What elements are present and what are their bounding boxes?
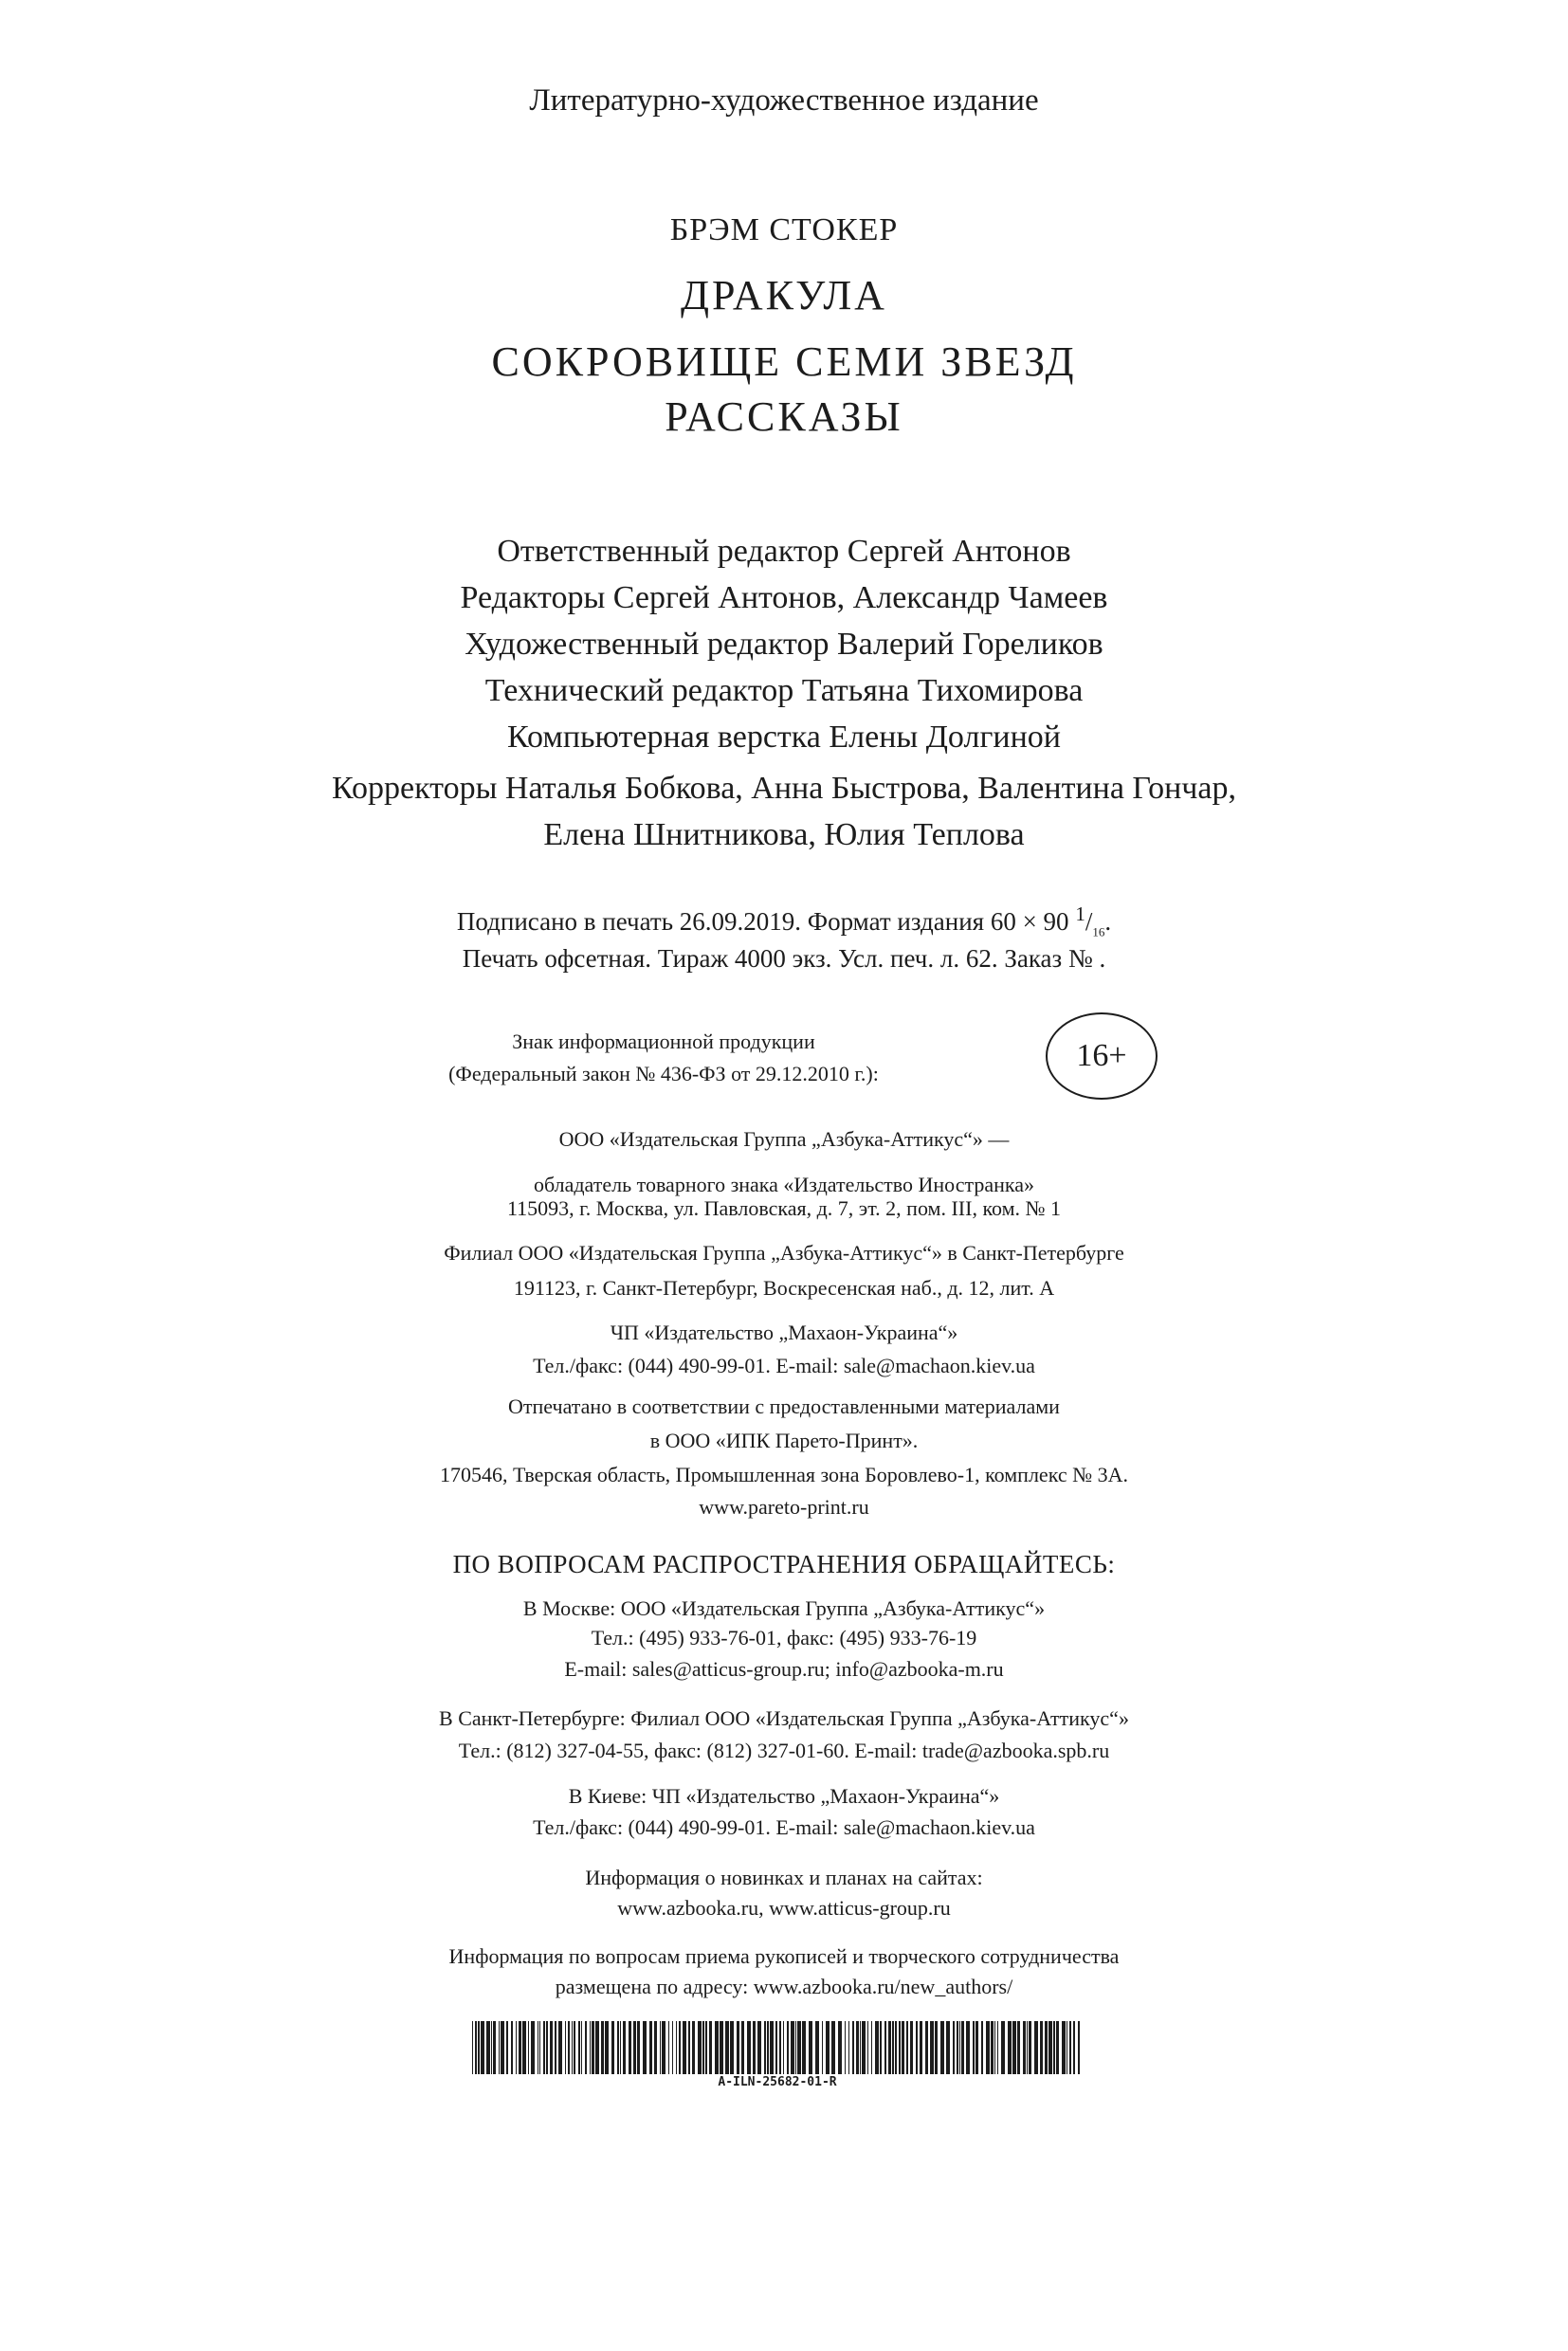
age-sign-label: Знак информационной продукции — [512, 1030, 815, 1053]
barcode-bar — [511, 2021, 513, 2074]
barcode-bar — [633, 2021, 636, 2074]
print-info-text: Подписано в печать 26.09.2019. Формат издания 60 × 90 — [456, 907, 1076, 936]
barcode-bar — [1001, 2021, 1005, 2074]
barcode-bar — [472, 2021, 473, 2074]
barcode-bar — [555, 2021, 556, 2074]
barcode-bar — [702, 2021, 704, 2074]
barcode-bar — [705, 2021, 707, 2074]
barcode-bar — [757, 2021, 761, 2074]
barcode-bar — [764, 2021, 766, 2074]
edition-type: Литературно-художественное издание — [529, 83, 1039, 118]
barcode-bar — [481, 2021, 484, 2074]
barcode-bar — [902, 2021, 904, 2074]
barcode-bar — [779, 2021, 781, 2074]
barcode-bar — [491, 2021, 492, 2074]
distribution-line: Тел.: (495) 933-76-01, факс: (495) 933-76-19 — [591, 1626, 977, 1649]
barcode-bar — [961, 2021, 964, 2074]
age-sign-law: (Федеральный закон № 436-ФЗ от 29.12.2010 г.): — [448, 1062, 879, 1085]
barcode-bar — [688, 2021, 690, 2074]
barcode-bar — [910, 2021, 913, 2074]
barcode-bar — [629, 2021, 631, 2074]
barcode-bar — [991, 2021, 994, 2074]
credit-line: Художественный редактор Валерий Гореликов — [465, 627, 1103, 662]
barcode-bar — [826, 2021, 830, 2074]
publisher-line: обладатель товарного знака «Издательство Иностранка» — [533, 1173, 1035, 1196]
barcode-bar — [590, 2021, 591, 2074]
barcode-bar — [791, 2021, 794, 2074]
barcode-bar — [856, 2021, 859, 2074]
barcode-bar — [558, 2021, 562, 2074]
barcode-bar — [698, 2021, 702, 2074]
distribution-line: В Санкт-Петербурге: Филиал ООО «Издательская Группа „Азбука-Аттикус“» — [439, 1706, 1129, 1730]
format-fraction-den: 16 — [1092, 924, 1105, 939]
publisher-line: ООО «Издательская Группа „Азбука-Аттикус“» — — [558, 1127, 1010, 1151]
barcode-bar — [543, 2021, 545, 2074]
barcode-bar — [966, 2021, 970, 2074]
barcode-bar — [1045, 2021, 1048, 2074]
barcode-bar — [501, 2021, 504, 2074]
barcode-bar — [959, 2021, 960, 2074]
barcode-bar — [1027, 2021, 1028, 2074]
barcode-bar — [715, 2021, 719, 2074]
barcode-bar — [493, 2021, 496, 2074]
barcode-bar — [737, 2021, 739, 2074]
barcode-bar — [1062, 2021, 1066, 2074]
barcode-bar — [997, 2021, 998, 2074]
barcode-bar — [973, 2021, 975, 2074]
format-fraction-num: 1 — [1075, 902, 1085, 925]
barcode-bar — [676, 2021, 677, 2074]
barcode-image — [472, 2021, 1083, 2074]
barcode-bar — [592, 2021, 594, 2074]
barcode-bar — [845, 2021, 846, 2074]
barcode-bar — [981, 2021, 983, 2074]
printer-line: в ООО «ИПК Парето-Принт». — [649, 1429, 919, 1452]
barcode-bar — [623, 2021, 626, 2074]
barcode-bar — [957, 2021, 958, 2074]
barcode-bar — [860, 2021, 861, 2074]
barcode-bar — [953, 2021, 955, 2074]
distribution-line: размещена по адресу: www.azbooka.ru/new_authors/ — [555, 1975, 1013, 1998]
barcode-bar — [916, 2021, 918, 2074]
print-info-line-2: Печать офсетная. Тираж 4000 экз. Усл. печ. л. 62. Заказ № . — [462, 944, 1106, 973]
barcode-bar — [1008, 2021, 1012, 2074]
barcode-bar — [940, 2021, 944, 2074]
barcode-bar — [683, 2021, 686, 2074]
barcode-bar — [550, 2021, 553, 2074]
distribution-line: Тел.: (812) 327-04-55, факс: (812) 327-01-60. E-mail: trade@azbooka.spb.ru — [458, 1739, 1110, 1762]
barcode-bar — [815, 2021, 819, 2074]
publisher-line: Филиал ООО «Издательская Группа „Азбука-Аттикус“» в Санкт-Петербурге — [444, 1241, 1124, 1265]
credit-line: Елена Шнитникова, Юлия Теплова — [543, 817, 1025, 852]
barcode-bar — [994, 2021, 995, 2074]
format-fraction-sep: / — [1085, 907, 1093, 936]
barcode-bar — [662, 2021, 665, 2074]
barcode-bar — [753, 2021, 756, 2074]
barcode-bar — [601, 2021, 604, 2074]
barcode-bar — [1078, 2021, 1080, 2074]
barcode-bar — [1069, 2021, 1071, 2074]
barcode-bar — [730, 2021, 734, 2074]
barcode-bar — [787, 2021, 789, 2074]
publisher-line: 115093, г. Москва, ул. Павловская, д. 7, эт. 2, пом. III, ком. № 1 — [506, 1196, 1062, 1220]
distribution-line: В Киеве: ЧП «Издательство „Махаон-Украина“» — [568, 1784, 1000, 1808]
barcode-bar — [884, 2021, 886, 2074]
barcode-bar — [568, 2021, 570, 2074]
barcode-bar — [975, 2021, 978, 2074]
barcode-bar — [585, 2021, 587, 2074]
print-info-line-1 — [0, 902, 1568, 939]
author-name: БРЭМ СТОКЕР — [669, 212, 899, 247]
barcode-bar — [986, 2021, 990, 2074]
age-rating-badge: 16+ — [1046, 1012, 1158, 1100]
barcode-bar — [672, 2021, 673, 2074]
printer-website: www.pareto-print.ru — [699, 1495, 869, 1519]
barcode-bar — [611, 2021, 614, 2074]
print-info-end: . — [1104, 907, 1112, 936]
barcode-bar — [692, 2021, 695, 2074]
barcode-bar — [679, 2021, 681, 2074]
barcode-bar — [838, 2021, 842, 2074]
barcode-bar — [1048, 2021, 1052, 2074]
barcode-bar — [637, 2021, 640, 2074]
barcode-bar — [1017, 2021, 1020, 2074]
distribution-line: E-mail: sales@atticus-group.ru; info@azbooka-m.ru — [564, 1657, 1004, 1681]
barcode-bar — [516, 2021, 517, 2074]
barcode-bar — [867, 2021, 868, 2074]
barcode-bar — [720, 2021, 723, 2074]
credit-line: Редакторы Сергей Антонов, Александр Чамеев — [460, 580, 1108, 615]
barcode-bar — [539, 2021, 540, 2074]
barcode-bar — [660, 2021, 661, 2074]
barcode-bar — [871, 2021, 872, 2074]
barcode-bar — [906, 2021, 908, 2074]
barcode-bar — [595, 2021, 599, 2074]
barcode-bar — [888, 2021, 891, 2074]
barcode-bar — [1073, 2021, 1075, 2074]
barcode-bar — [528, 2021, 529, 2074]
publisher-line: ЧП «Издательство „Махаон-Украина“» — [610, 1321, 958, 1344]
barcode-bar — [668, 2021, 669, 2074]
barcode-bar — [531, 2021, 535, 2074]
distribution-line: Тел./факс: (044) 490-99-01. E-mail: sale@machaon.kiev.ua — [533, 1815, 1035, 1839]
credit-line: Технический редактор Татьяна Тихомирова — [484, 673, 1084, 708]
distribution-line: www.azbooka.ru, www.atticus-group.ru — [617, 1896, 951, 1920]
barcode-bar — [920, 2021, 922, 2074]
barcode-bar — [654, 2021, 657, 2074]
barcode-bar — [522, 2021, 526, 2074]
barcode-bar — [1029, 2021, 1031, 2074]
barcode-bar — [892, 2021, 894, 2074]
barcode-bar — [605, 2021, 609, 2074]
barcode-bar — [643, 2021, 647, 2074]
barcode-bar — [546, 2021, 548, 2074]
barcode-bar — [875, 2021, 879, 2074]
barcode-bar — [895, 2021, 897, 2074]
barcode-bar — [1040, 2021, 1043, 2074]
printer-line: 170546, Тверская область, Промышленная зона Боровлево-1, комплекс № 3А. — [440, 1463, 1128, 1486]
distribution-line: В Москве: ООО «Издательская Группа „Азбука-Аттикус“» — [522, 1596, 1046, 1620]
barcode-bar — [1012, 2021, 1016, 2074]
barcode-bar — [741, 2021, 744, 2074]
barcode-bar — [946, 2021, 950, 2074]
distribution-line: Информация о новинках и планах на сайтах: — [585, 1866, 983, 1889]
barcode-bar — [852, 2021, 854, 2074]
barcode-bar — [797, 2021, 801, 2074]
barcode-code: A-ILN-25682-01-R — [718, 2075, 837, 2089]
barcode-bar — [770, 2021, 774, 2074]
book-title-3: РАССКАЗЫ — [665, 393, 903, 440]
credit-line: Компьютерная верстка Елены Долгиной — [507, 720, 1061, 755]
book-title-1: ДРАКУЛА — [681, 272, 887, 319]
barcode-bar — [1053, 2021, 1055, 2074]
barcode-bar — [862, 2021, 866, 2074]
barcode-bar — [925, 2021, 928, 2074]
barcode-bar — [519, 2021, 521, 2074]
barcode-bar — [620, 2021, 621, 2074]
barcode-bar — [475, 2021, 477, 2074]
barcode-bar — [822, 2021, 823, 2074]
barcode-bar — [930, 2021, 934, 2074]
distribution-line: Информация по вопросам приема рукописей и творческого сотрудничества — [448, 1944, 1120, 1968]
barcode-bar — [1034, 2021, 1038, 2074]
publisher-line: 191123, г. Санкт-Петербург, Воскресенская наб., д. 12, лит. А — [513, 1276, 1055, 1300]
barcode-bar — [1056, 2021, 1059, 2074]
barcode-bar — [574, 2021, 575, 2074]
barcode-bar — [499, 2021, 500, 2074]
barcode-bar — [617, 2021, 619, 2074]
barcode-bar — [831, 2021, 835, 2074]
barcode-bar — [899, 2021, 901, 2074]
printer-line: Отпечатано в соответствии с предоставленными материалами — [508, 1394, 1060, 1418]
distribution-heading: ПО ВОПРОСАМ РАСПРОСТРАНЕНИЯ ОБРАЩАЙТЕСЬ: — [452, 1550, 1116, 1578]
barcode-bar — [767, 2021, 769, 2074]
barcode-bar — [649, 2021, 652, 2074]
barcode-bar — [848, 2021, 849, 2074]
barcode-bar — [478, 2021, 480, 2074]
barcode-bar — [709, 2021, 712, 2074]
book-title-2: СОКРОВИЩЕ СЕМИ ЗВЕЗД — [491, 338, 1077, 385]
barcode-bar — [795, 2021, 796, 2074]
barcode-bar — [809, 2021, 812, 2074]
credit-line: Корректоры Наталья Бобкова, Анна Быстрова, Валентина Гончар, — [332, 771, 1236, 806]
barcode-bar — [935, 2021, 938, 2074]
barcode-bar — [783, 2021, 784, 2074]
barcode-bar — [565, 2021, 566, 2074]
barcode-bar — [486, 2021, 490, 2074]
barcode-bar — [775, 2021, 777, 2074]
publisher-line: Тел./факс: (044) 490-99-01. E-mail: sale@machaon.kiev.ua — [533, 1354, 1035, 1377]
barcode-bar — [1023, 2021, 1026, 2074]
barcode-bar — [506, 2021, 508, 2074]
barcode-bar — [802, 2021, 806, 2074]
barcode-bar — [747, 2021, 751, 2074]
credit-line: Ответственный редактор Сергей Антонов — [497, 534, 1071, 569]
barcode-bar — [581, 2021, 582, 2074]
barcode-bar — [880, 2021, 882, 2074]
barcode-bar — [725, 2021, 729, 2074]
barcode-bar — [578, 2021, 580, 2074]
barcode-bar — [572, 2021, 573, 2074]
